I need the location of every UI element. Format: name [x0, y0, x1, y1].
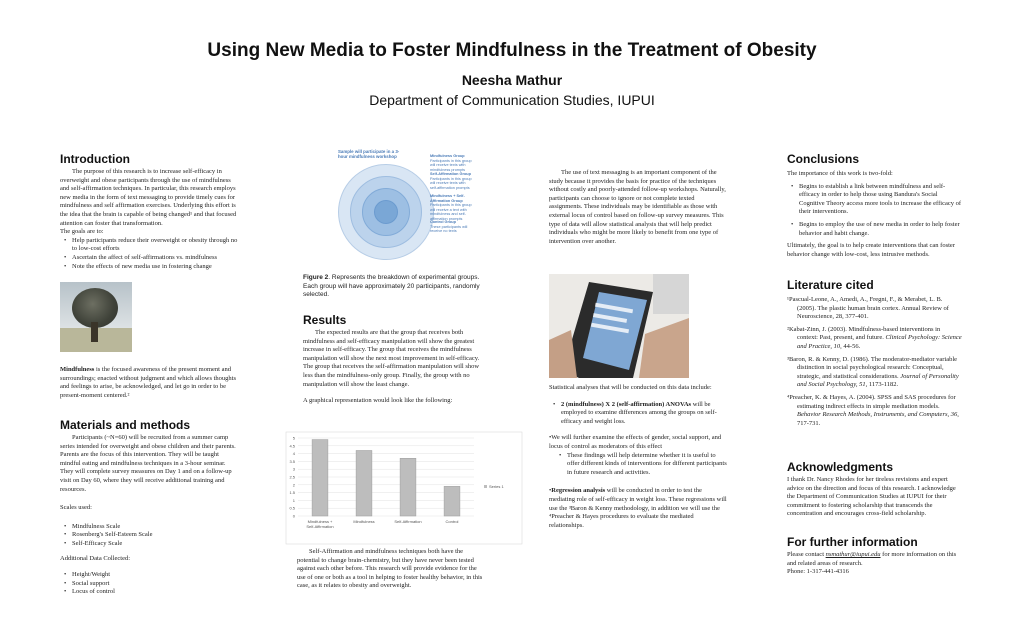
- text-messaging-section: [549, 169, 727, 246]
- mindfulness-term: Mindfulness: [60, 366, 95, 373]
- results-bar-chart: [284, 430, 524, 546]
- diagram-group-1: Mindfulness Group Participants in this group will receive texts with mindfulness prompts: [430, 154, 472, 172]
- results-closing: [297, 548, 487, 591]
- list-item: • Locus of control: [60, 588, 238, 597]
- introduction-heading: Introduction: [60, 152, 130, 166]
- list-item: • Note the effects of new media use in fostering change: [60, 263, 238, 272]
- list-item: • Begins to employ the use of new media in order to help foster behavior and habit change.: [787, 221, 962, 238]
- ring-inner: [374, 200, 398, 224]
- introduction-section: [60, 152, 238, 271]
- x-tick-label: Self-Affirmation: [306, 524, 334, 529]
- stats-list: [549, 401, 727, 427]
- y-tick-label: 2: [292, 482, 295, 488]
- literature-section: [787, 278, 962, 428]
- poster-department: Department of Communication Studies, IUPUI: [369, 92, 655, 108]
- examine-text: •We will further examine the effects of gender, social support, and locus of control as moderators of this effect: [549, 434, 722, 450]
- findings-list: [549, 452, 727, 478]
- introduction-paragraph: The purpose of this research is to increase self-efficacy in overweight and obese participants through the use of mindfulness and self-affirmation techniques. In particular, this research employs new media in the form of text messaging to provide timely cues for mindfulness and self affirmation exercises. Underlying this effort is the idea that the brain is capable of being changed¹ and that focused attention can foster that transformation.: [60, 168, 237, 227]
- literature-heading: Literature cited: [787, 278, 874, 292]
- list-item: • Mindfulness Scale: [60, 523, 238, 532]
- poster-author: Neesha Mathur: [461, 72, 563, 88]
- scales-label: Scales used:: [60, 504, 92, 512]
- list-item: • Help participants reduce their overweight or obesity through no to low-cost efforts: [60, 237, 238, 254]
- conclusions-heading: Conclusions: [787, 152, 860, 166]
- list-item: • 2 (mindfulness) X 2 (self-affirmation) ANOVAs will be employed to examine differences among the groups on self-efficacy and weight loss.: [549, 401, 727, 427]
- list-item: • Rosenberg's Self-Esteem Scale: [60, 531, 238, 540]
- y-tick-label: 4: [292, 451, 295, 457]
- list-item: • Self-Efficacy Scale: [60, 540, 238, 549]
- results-section: [303, 313, 485, 406]
- additional-list: [60, 571, 238, 597]
- groups-diagram: [336, 148, 472, 268]
- x-tick-label: Control: [445, 519, 459, 524]
- graph-intro: A graphical representation would look like the following:: [303, 397, 453, 405]
- diagram-group-2: Self-Affirmation Group Participants in this group will receive texts with self-affirmation prompts: [430, 172, 472, 190]
- acknowledgments-text: I thank Dr. Nancy Rhodes for her tireless revisions and expert advice on the direction and focus of this research. I acknowledge the Department of Communication Studies at IUPUI for their commitment to fostering scholarship that transcends the concentration and encourages cross-field scholarship.: [787, 476, 956, 518]
- acknowledgments-heading: Acknowledgments: [787, 460, 894, 474]
- list-item: • These findings will help determine whether it is useful to offer different kinds of interventions for different participants in future research and activities.: [555, 452, 727, 478]
- diagram-group-3: Mindfulness + Self-Affirmation Group Participants in this group will receive a text with mindfulness and self-affirmation prompts: [430, 194, 472, 221]
- goals-list: [60, 237, 238, 271]
- conclusions-section: [787, 152, 962, 259]
- list-item: • Begins to establish a link between mindfulness and self-efficacy in order to help those using Bandura's Social Cognitive Theory access more tools to increase the efficacy of their interventions.: [787, 183, 962, 217]
- poster-title: Using New Media to Foster Mindfulness in the Treatment of Obesity: [207, 40, 817, 61]
- acknowledgments-section: [787, 460, 962, 519]
- list-item: • Height/Weight: [60, 571, 238, 580]
- results-heading: Results: [303, 313, 347, 327]
- contact-section: [787, 535, 962, 577]
- x-tick-label: Mindfulness +: [307, 519, 333, 524]
- scales-list: [60, 523, 238, 549]
- x-tick-label: Self-Affirmation: [394, 519, 422, 524]
- reference-4: ⁴Preacher, K. & Hayes, A. (2004). SPSS and SAS procedures for estimating indirect effects in simple mediation models. Behavior Research Methods, Instruments, and Computers, 36, 717-731.: [787, 393, 959, 427]
- phone-photo: [549, 274, 689, 378]
- conclusions-closing: Ultimately, the goal is to help create interventions that can foster behavior change with low-cost, less intrusive methods.: [787, 242, 955, 258]
- stats-intro: Statistical analyses that will be conducted on this data include:: [549, 384, 712, 391]
- y-tick-label: 5: [292, 435, 295, 441]
- additional-label: Additional Data Collected:: [60, 554, 131, 562]
- mindfulness-definition: [60, 366, 238, 400]
- tree-photo: [60, 282, 132, 352]
- legend-label: Series 1: [489, 484, 504, 489]
- bar: [312, 440, 328, 516]
- methods-paragraph: Participants (~N=60) will be recruited from a summer camp series intended for overweight and obese children and their parents. Parents are the focus of this intervention. They will be taught mindful eating and mindfulness techniques in a 3-hour seminar. They will complete survey measures on Day 1 and on a follow-up visit on Day 60, where they will receive additional training and resources.: [60, 434, 236, 493]
- regression-text: •Regression analysis will be conducted in order to test the mediating role of self-efficacy in weight loss. These regressions will use the ³Baron & Kenny methodology, in addition we will use the ⁴Preacher & Hayes procedures to evaluate the mediated relationships.: [549, 487, 727, 529]
- contact-text: Please contact nsmathur@iupui.edu for more information on this and related areas of research.: [787, 551, 957, 567]
- y-tick-label: 3.5: [289, 458, 295, 464]
- bar: [356, 450, 372, 516]
- reference-2: ²Kabat-Zinn, J. (2003). Mindfulness-based interventions in context: Past, present, and future. Clinical Psychology: Science and Practice, 10, 44-56.: [787, 325, 962, 350]
- methods-section: [60, 418, 238, 597]
- goals-intro: The goals are to:: [60, 228, 104, 236]
- legend-swatch: [484, 485, 487, 488]
- diagram-group-4: Control Group These participants will receive no texts: [430, 220, 468, 234]
- list-item: • Ascertain the affect of self-affirmations vs. mindfulness: [60, 254, 238, 263]
- contact-heading: For further information: [787, 535, 918, 549]
- statistics-section: [549, 384, 727, 530]
- y-tick-label: 2.5: [289, 474, 295, 480]
- y-tick-label: 1: [292, 497, 295, 503]
- bar: [444, 486, 460, 516]
- y-tick-label: 0.5: [289, 505, 295, 511]
- list-item: • Social support: [60, 580, 238, 589]
- mindfulness-def: is the focused awareness of the present moment and surroundings; enacted without judgment and which allows thoughts and feelings to arise, be acknowledged, and let go in order to be present-moment centered.²: [60, 366, 237, 399]
- conclusions-list: [787, 183, 962, 239]
- bar: [400, 458, 416, 516]
- text-messaging-paragraph: The use of text messaging is an important component of the study because it provides the basis for practice of the techniques without costly and poorly-attended follow-up workshops. Naturally, participants can choose to ignore or not complete texted assignments. These individuals may be identifiable as those with external locus of control based on follow-up survey measures. This type of data will allow statistical analysis that will help predict individuals who might be more likely to benefit from one type of intervention over another.: [549, 169, 726, 245]
- methods-heading: Materials and methods: [60, 418, 191, 432]
- y-tick-label: 3: [292, 466, 295, 472]
- results-paragraph: The expected results are that the group that receives both mindfulness and self-efficacy manipulation will show the greatest increase in self-efficacy. The group that receives the mindfulness manipulation will show the next most improvement in self-efficacy. The group that receives the self-affirmation manipulation will show less than the mindfulness-only group. Finally, the group with no manipulation will show the least change.: [303, 329, 480, 388]
- y-tick-label: 0: [292, 513, 295, 519]
- y-tick-label: 4.5: [289, 443, 295, 449]
- contact-email-link[interactable]: nsmathur@iupui.edu: [825, 551, 881, 558]
- y-tick-label: 1.5: [289, 490, 295, 496]
- results-closing-text: Self-Affirmation and mindfulness techniques both have the potential to change brain-chemistry, but they have never been tested against each other before. This research will provide evidence for the use of one or both as a tool in helping to foster healthy behavior, in this case, as it relates to obesity and overweight.: [297, 548, 483, 590]
- figure2-caption: Figure 2. Represents the breakdown of experimental groups. Each group will have approximately 20 participants, randomly selected.: [303, 274, 480, 299]
- diagram-title: Sample will participate in a 3-hour mindfulness workshop: [338, 149, 400, 159]
- conclusions-intro: The importance of this work is two-fold:: [787, 170, 893, 177]
- reference-3: ³Baron, R. & Kenny, D. (1986). The moderator-mediator variable distinction in social psychological research: Conceptual, strategic, and statistical considerations. Journal of Personality and Social Psychology, 51, 1173-1182.: [787, 355, 959, 389]
- x-tick-label: Mindfulness: [353, 519, 375, 524]
- reference-1: ¹Pascual-Leone, A., Amedi, A., Fregni, F., & Merabet, L. B. (2005). The plastic human brain cortex. Annual Review of Neuroscience, 28, 377-401.: [787, 296, 949, 321]
- contact-phone: Phone: 1-317-441-4316: [787, 568, 849, 576]
